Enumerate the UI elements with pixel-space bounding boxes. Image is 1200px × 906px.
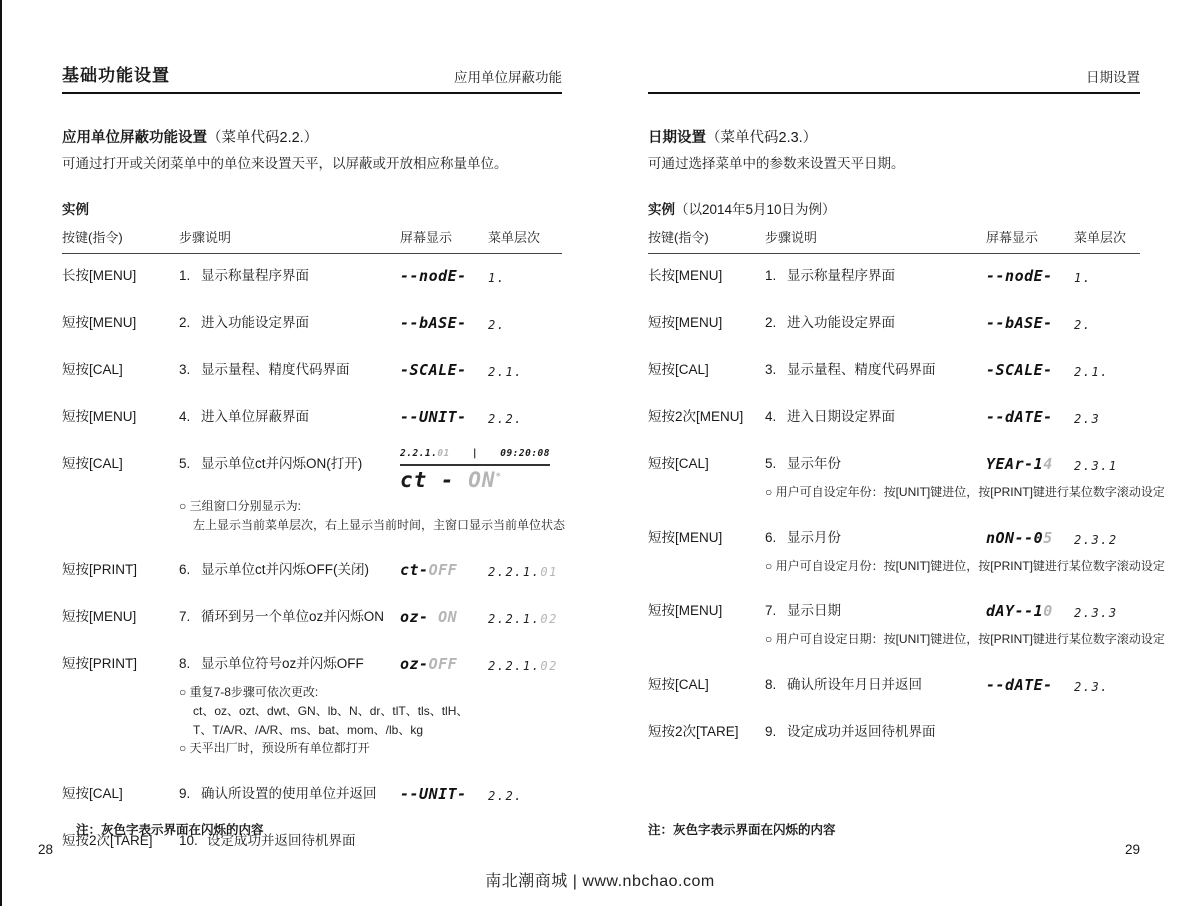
lcd-segment: 2.1. [488, 365, 523, 380]
screen-display [400, 561, 488, 581]
section-intro: 可通过打开或关闭菜单中的单位来设置天平，以屏蔽或开放相应称量单位。 [62, 156, 508, 171]
key-command: 短按[CAL] [62, 456, 123, 472]
step-description [179, 608, 400, 628]
running-head: 日期设置 [1086, 70, 1140, 85]
step-row-grid [62, 608, 562, 628]
step-row [62, 314, 562, 334]
step-text: 设定成功并返回待机界面 [787, 724, 936, 740]
step-number: 10. [179, 832, 198, 848]
section-title-bold: 日期设置 [648, 130, 706, 146]
screen-display [986, 602, 1074, 622]
step-text: 显示量程、精度代码界面 [787, 362, 936, 378]
step-number: 4. [179, 409, 191, 425]
step-subnote [765, 630, 1165, 649]
step-row-grid [62, 408, 562, 428]
key-command: 短按[CAL] [648, 362, 709, 378]
step-row-grid [62, 655, 562, 675]
step-number: 8. [179, 656, 191, 672]
step-row [648, 602, 1165, 649]
page-header [62, 62, 562, 94]
step-row [648, 314, 1140, 334]
step-row-grid [648, 267, 1140, 287]
step-text: 显示量程、精度代码界面 [201, 362, 350, 378]
col-level: 菜单层次 [488, 230, 541, 246]
section-title-bold: 应用单位屏蔽功能设置 [62, 130, 207, 146]
menu-level [488, 561, 562, 581]
section-title [648, 126, 1140, 147]
page-edge-line [0, 0, 2, 906]
manual-page-right [648, 62, 1165, 862]
step-row [62, 448, 566, 534]
col-key: 按键(指令) [648, 230, 709, 246]
step-description [765, 267, 986, 287]
key-command: 短按[PRINT] [62, 562, 138, 578]
flashing-segment: 5 [1043, 528, 1053, 547]
step-row [648, 455, 1165, 502]
step-row-grid [648, 529, 1140, 549]
step-row-grid [648, 723, 1140, 741]
step-description [179, 267, 400, 287]
watermark-footer: 南北潮商城 | www.nbchao.com [485, 873, 715, 890]
step-subnote [765, 557, 1165, 576]
lcd-segment: oz- [400, 608, 439, 627]
step-row-grid [62, 785, 562, 805]
subnote-line: ○ 天平出厂时，预设所有单位都打开 [179, 741, 370, 756]
key-command: 短按[MENU] [648, 315, 723, 331]
step-row [62, 561, 562, 581]
step-row [648, 528, 1165, 576]
page-number: 29 [1124, 842, 1140, 857]
lcd-segment: --nodE- [986, 267, 1053, 286]
table-column-headers [648, 227, 1140, 254]
step-description [179, 361, 400, 381]
step-text: 显示月份 [787, 529, 841, 545]
step-row-grid [62, 561, 562, 581]
step-number: 6. [765, 529, 777, 545]
step-description [179, 655, 400, 675]
flashing-segment: 02 [540, 612, 558, 627]
col-desc: 步骤说明 [765, 230, 818, 246]
manual-page-left [38, 62, 566, 862]
subnote-line: ○ 用户可自设定日期：按[UNIT]键进位，按[PRINT]键进行某位数字滚动设定 [765, 632, 1165, 647]
lcd-segment: --UNIT- [400, 784, 467, 803]
table-column-headers [62, 227, 562, 254]
col-desc: 步骤说明 [179, 230, 232, 246]
menu-level [488, 785, 562, 805]
section-title-code: （菜单代码2.3.） [706, 130, 818, 146]
lcd-segment: 2.1. [1074, 365, 1109, 380]
key-command: 长按[MENU] [648, 268, 723, 284]
lcd-segment: 2.3 [1074, 412, 1101, 427]
screen-display [986, 676, 1074, 696]
step-text: 显示单位ct并闪烁ON(打开) [201, 456, 363, 472]
flashing-segment: 01 [437, 448, 450, 460]
step-row [62, 408, 562, 428]
screen-display [400, 361, 488, 381]
step-row [648, 723, 1140, 741]
screen-display [400, 832, 488, 850]
lcd-segment: 2. [1074, 318, 1092, 333]
flashing-segment: 01 [540, 565, 558, 580]
menu-level [1074, 676, 1140, 696]
subnote-line: T、T/A/R、/A/R、ms、bat、mom、/lb、kg [193, 722, 424, 737]
menu-level [488, 314, 562, 334]
step-number: 3. [765, 362, 777, 378]
step-number: 3. [179, 362, 191, 378]
screen-display [400, 314, 488, 334]
step-number: 5. [765, 456, 777, 472]
step-text: 进入单位屏蔽界面 [201, 409, 309, 425]
lcd-segment: 2.3.2 [1074, 532, 1118, 547]
key-command: 短按[MENU] [648, 603, 723, 619]
step-row [62, 655, 562, 757]
step-number: 9. [179, 785, 191, 801]
step-number: 9. [765, 724, 777, 740]
step-text: 进入功能设定界面 [201, 315, 309, 331]
subnote-line: ○ 用户可自设定年份：按[UNIT]键进位，按[PRINT]键进行某位数字滚动设定 [765, 485, 1165, 500]
step-row-grid [62, 448, 562, 493]
subnote-line: ○ 三组窗口分别显示为: [179, 499, 301, 514]
lcd-segment: --dATE- [986, 676, 1053, 695]
step-row [648, 267, 1140, 287]
lcd-segment: 2.2.1. [400, 448, 438, 460]
subnote-line: ○ 重复7-8步骤可依次更改: [179, 685, 319, 700]
lcd-segment: --bASE- [400, 314, 467, 333]
screen-display [400, 608, 488, 628]
step-row-grid [648, 676, 1140, 696]
menu-level [1074, 408, 1140, 428]
step-text: 循环到另一个单位oz并闪烁ON [201, 609, 385, 625]
step-row [648, 676, 1140, 696]
lcd-segment: YEAr-1 [986, 455, 1044, 474]
chapter-title: 基础功能设置 [62, 66, 170, 85]
lcd-segment: --dATE- [986, 408, 1053, 427]
flash-note: 注：灰色字表示界面在闪烁的内容 [76, 823, 264, 837]
menu-level [1074, 455, 1140, 475]
step-description [179, 408, 400, 428]
step-number: 2. [179, 315, 191, 331]
lcd-screen [400, 445, 550, 493]
stability-mark: * [495, 472, 502, 483]
example-label: 实例（以2014年5月10日为例） [648, 202, 836, 218]
menu-level [488, 267, 562, 287]
lcd-segment: --UNIT- [400, 408, 467, 427]
step-subnote [765, 483, 1165, 502]
step-row [62, 267, 562, 287]
step-text: 显示单位ct并闪烁OFF(关闭) [201, 562, 369, 578]
menu-level [488, 361, 562, 381]
step-description [765, 361, 986, 381]
screen-display [986, 529, 1074, 549]
col-display: 屏幕显示 [400, 230, 453, 246]
lcd-status-line [400, 445, 550, 466]
lcd-segment: 2.2. [488, 412, 523, 427]
step-row [648, 361, 1140, 381]
key-command: 短按[MENU] [62, 315, 137, 331]
step-text: 进入功能设定界面 [787, 315, 895, 331]
flashing-segment: 4 [1043, 455, 1053, 474]
key-command: 长按[MENU] [62, 268, 137, 284]
step-description [179, 455, 400, 489]
step-row-grid [648, 602, 1140, 622]
key-command: 短按[MENU] [62, 409, 137, 425]
lcd-divider: | [471, 448, 479, 460]
flashing-segment: OFF [428, 655, 458, 674]
menu-level [1074, 314, 1140, 334]
screen-display [986, 314, 1074, 334]
step-description [765, 602, 986, 622]
step-number: 8. [765, 677, 777, 693]
flashing-segment: 0 [1043, 602, 1053, 621]
key-command: 短按[CAL] [648, 456, 709, 472]
step-row-grid [62, 361, 562, 381]
screen-display [400, 785, 488, 805]
step-number: 7. [179, 609, 191, 625]
lcd-segment: 1. [1074, 271, 1092, 286]
steps-table [62, 267, 566, 850]
lcd-segment: --bASE- [986, 314, 1053, 333]
subnote-line: 左上显示当前菜单层次，右上显示当前时间，主窗口显示当前单位状态 [193, 517, 566, 532]
lcd-segment: -SCALE- [986, 361, 1053, 380]
step-row-grid [62, 267, 562, 287]
step-number: 2. [765, 315, 777, 331]
lcd-segment: --nodE- [400, 267, 467, 286]
lcd-segment: 2.2.1. [488, 612, 541, 627]
step-row [648, 408, 1140, 428]
step-text: 显示年份 [787, 456, 841, 472]
section-title-code: （菜单代码2.2.） [207, 130, 319, 146]
lcd-segment: 2. [488, 318, 506, 333]
key-command: 短按[MENU] [648, 529, 723, 545]
lcd-segment: nON--0 [986, 528, 1044, 547]
key-command: 短按2次[TARE] [62, 832, 153, 848]
menu-level [1074, 361, 1140, 381]
screen-display [986, 408, 1074, 428]
screen-display [986, 455, 1074, 475]
step-description [765, 408, 986, 428]
step-description [765, 723, 986, 741]
lcd-segment: 2.3. [1074, 680, 1109, 695]
step-description [765, 455, 986, 475]
step-row-grid [62, 314, 562, 334]
menu-level [1074, 602, 1140, 622]
step-description [179, 561, 400, 581]
lcd-segment: ct - [400, 468, 469, 493]
menu-level [1074, 267, 1140, 287]
step-subnote [179, 683, 562, 757]
step-row-grid [648, 455, 1140, 475]
step-description [765, 676, 986, 696]
lcd-segment: 2.3.3 [1074, 606, 1118, 621]
flash-note: 注：灰色字表示界面在闪烁的内容 [648, 823, 836, 837]
step-number: 4. [765, 409, 777, 425]
menu-level [488, 655, 562, 675]
screen-display [986, 361, 1074, 381]
step-number: 1. [765, 268, 777, 284]
step-subnote [179, 497, 566, 534]
key-command: 短按2次[TARE] [648, 724, 739, 740]
lcd-segment: oz- [400, 655, 429, 674]
step-text: 显示称量程序界面 [201, 268, 309, 284]
key-command: 短按[CAL] [62, 362, 123, 378]
lcd-segment: ct- [400, 561, 429, 580]
menu-level [1074, 723, 1140, 741]
col-display: 屏幕显示 [986, 230, 1039, 246]
subnote-line: ct、oz、ozt、dwt、GN、lb、N、dr、tlT、tls、tlH、 [193, 704, 469, 719]
subnote-line: ○ 用户可自设定月份：按[UNIT]键进位，按[PRINT]键进行某位数字滚动设定 [765, 558, 1165, 573]
step-row-grid [648, 408, 1140, 428]
lcd-main-line [400, 468, 550, 493]
step-text: 显示日期 [787, 603, 841, 619]
step-description [765, 314, 986, 334]
lcd-menu-level [400, 445, 450, 463]
page-header [648, 62, 1140, 94]
step-text: 确认所设年月日并返回 [787, 677, 922, 693]
step-text: 确认所设置的使用单位并返回 [201, 785, 377, 801]
lcd-segment: 2.3.1 [1074, 459, 1118, 474]
flashing-segment: ON [438, 608, 458, 627]
key-command: 短按[PRINT] [62, 656, 138, 672]
step-row [62, 785, 562, 805]
steps-table [648, 267, 1165, 741]
lcd-segment: 2.2.1. [488, 659, 541, 674]
step-number: 7. [765, 603, 777, 619]
lcd-segment: dAY--1 [986, 602, 1044, 621]
lcd-segment: 2.2.1. [488, 565, 541, 580]
screen-display [400, 267, 488, 287]
step-number: 1. [179, 268, 191, 284]
step-row-grid [648, 361, 1140, 381]
key-command: 短按[CAL] [62, 785, 123, 801]
step-number: 6. [179, 562, 191, 578]
menu-level [1074, 529, 1140, 549]
step-description [179, 314, 400, 334]
flashing-segment: ON [468, 468, 496, 493]
running-head: 应用单位屏蔽功能 [454, 70, 562, 85]
screen-display [400, 408, 488, 428]
key-command: 短按[MENU] [62, 609, 137, 625]
step-description [765, 529, 986, 549]
example-label: 实例 [62, 202, 89, 218]
step-description [179, 785, 400, 805]
key-command: 短按[CAL] [648, 677, 709, 693]
screen-display [400, 655, 488, 675]
col-level: 菜单层次 [1074, 230, 1127, 246]
step-number: 5. [179, 456, 191, 472]
step-text: 进入日期设定界面 [787, 409, 895, 425]
lcd-segment: -SCALE- [400, 361, 467, 380]
step-text: 显示称量程序界面 [787, 268, 895, 284]
step-row [62, 608, 562, 628]
step-row-grid [648, 314, 1140, 334]
section-intro: 可通过选择菜单中的参数来设置天平日期。 [648, 156, 905, 171]
flashing-segment: OFF [428, 561, 458, 580]
screen-display [986, 267, 1074, 287]
menu-level [488, 832, 562, 850]
step-row [62, 361, 562, 381]
section-title [62, 126, 562, 147]
step-text: 显示单位符号oz并闪烁OFF [201, 656, 364, 672]
flashing-segment: 02 [540, 659, 558, 674]
menu-level [488, 608, 562, 628]
step-text: 设定成功并返回待机界面 [207, 832, 356, 848]
lcd-segment: 2.2. [488, 788, 523, 803]
key-command: 短按2次[MENU] [648, 409, 744, 425]
col-key: 按键(指令) [62, 230, 123, 246]
lcd-segment: 1. [488, 271, 506, 286]
menu-level [488, 408, 562, 428]
page-number: 28 [38, 842, 54, 857]
screen-display [986, 723, 1074, 741]
lcd-time: 09:20:08 [500, 448, 550, 460]
